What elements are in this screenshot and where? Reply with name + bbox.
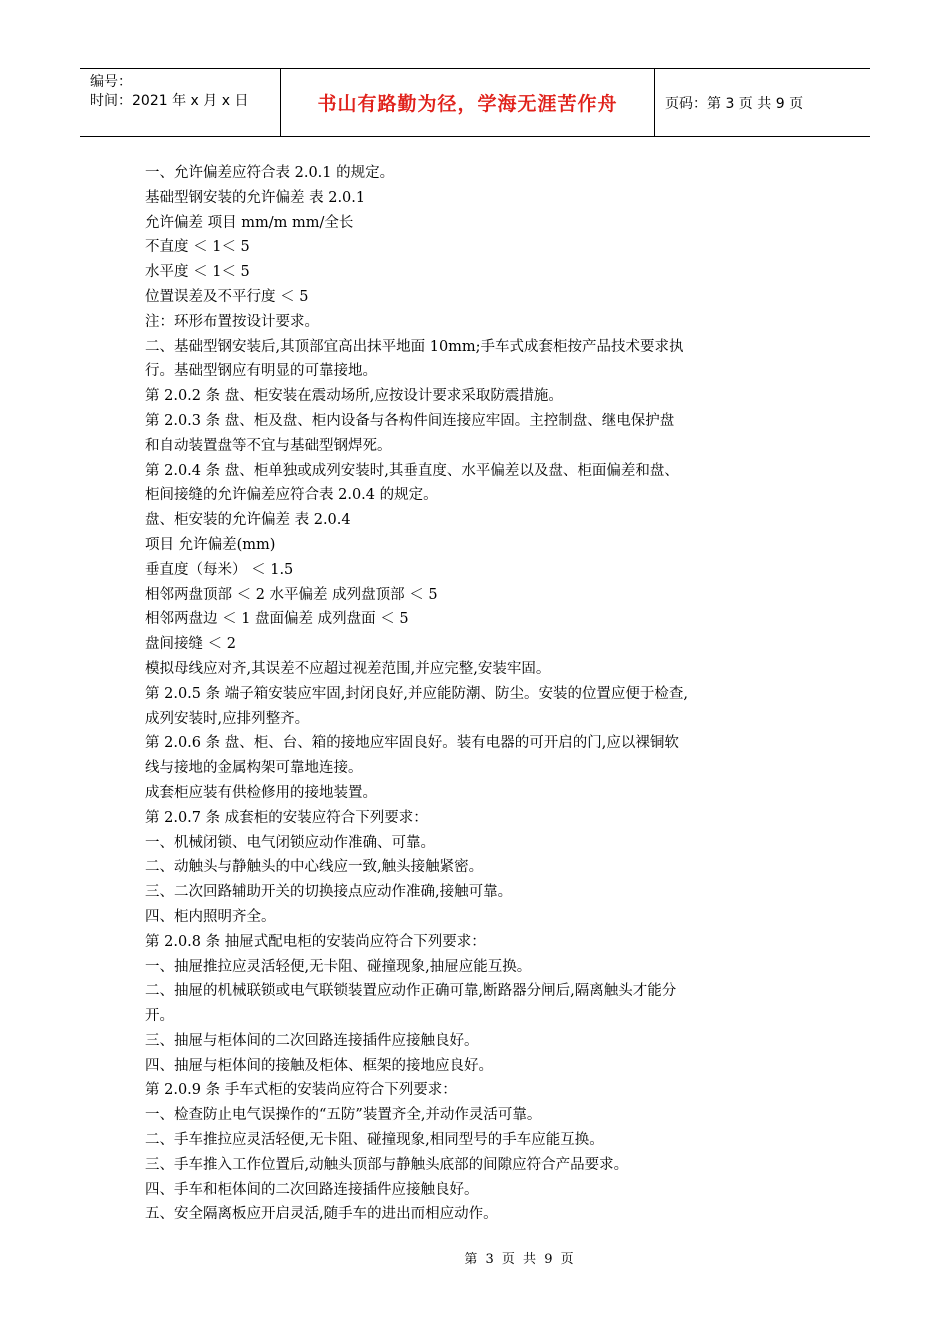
body-line: 和自动装置盘等不宜与基础型钢焊死。 <box>145 437 392 454</box>
body-line: 项目 允许偏差(mm) <box>145 536 276 553</box>
body-line: 第 2.0.2 条 盘、柜安装在震动场所,应按设计要求采取防震措施。 <box>145 388 563 405</box>
page-footer: 第 3 页 共 9 页 <box>464 1252 576 1267</box>
body-line: 二、动触头与静触头的中心线应一致,触头接触紧密。 <box>145 859 484 876</box>
body-line: 三、抽屉与柜体间的二次回路连接插件应接触良好。 <box>145 1032 479 1049</box>
body-line: 五、安全隔离板应开启灵活,随手车的进出而相应动作。 <box>145 1206 498 1223</box>
document-body <box>145 161 770 1227</box>
body-line: 四、柜内照明齐全。 <box>145 908 276 925</box>
body-line: 盘间接缝 ＜ 2 <box>145 636 236 653</box>
body-line: 二、抽屉的机械联锁或电气联锁装置应动作正确可靠,断路器分闸后,隔离触头才能分 <box>145 983 677 1000</box>
body-line: 四、抽屉与柜体间的接触及柜体、框架的接地应良好。 <box>145 1057 493 1074</box>
header-meta <box>80 69 281 136</box>
body-line: 第 2.0.8 条 抽屉式配电柜的安装尚应符合下列要求： <box>145 933 486 950</box>
body-line: 一、检查防止电气误操作的“五防”装置齐全,并动作灵活可靠。 <box>145 1107 542 1124</box>
body-line: 位置误差及不平行度 ＜ 5 <box>145 288 309 305</box>
body-line: 垂直度（每米） ＜ 1.5 <box>145 561 294 578</box>
body-line: 相邻两盘顶部 ＜ 2 水平偏差 成列盘顶部 ＜ 5 <box>145 586 438 603</box>
body-line: 四、手车和柜体间的二次回路连接插件应接触良好。 <box>145 1181 479 1198</box>
body-line: 一、机械闭锁、电气闭锁应动作准确、可靠。 <box>145 834 435 851</box>
body-line: 开。 <box>145 1008 174 1025</box>
body-line: 成套柜应装有供检修用的接地装置。 <box>145 784 377 801</box>
body-line: 行。基础型钢应有明显的可靠接地。 <box>145 363 377 380</box>
body-line: 第 2.0.7 条 成套柜的安装应符合下列要求： <box>145 809 428 826</box>
body-line: 基础型钢安装的允许偏差 表 2.0.1 <box>145 189 366 206</box>
body-line: 第 2.0.6 条 盘、柜、台、箱的接地应牢固良好。装有电器的可开启的门,应以裸铜软 <box>145 735 679 752</box>
body-line: 水平度 ＜ 1＜ 5 <box>145 264 250 281</box>
body-line: 模拟母线应对齐,其误差不应超过视差范围,并应完整,安装牢固。 <box>145 660 551 677</box>
header-page-number: 页码：第 3 页 共 9 页 <box>665 95 804 112</box>
body-line: 第 2.0.3 条 盘、柜及盘、柜内设备与各构件间连接应牢固。主控制盘、继电保护盘 <box>145 412 675 429</box>
body-line: 成列安装时,应排列整齐。 <box>145 710 310 727</box>
body-line: 线与接地的金属构架可靠地连接。 <box>145 760 363 777</box>
body-line: 第 2.0.9 条 手车式柜的安装尚应符合下列要求： <box>145 1082 457 1099</box>
body-line: 一、允许偏差应符合表 2.0.1 的规定。 <box>145 165 395 181</box>
body-line: 注：环形布置按设计要求。 <box>145 313 319 330</box>
document-number-label: 编号： <box>90 74 132 90</box>
body-line: 二、手车推拉应灵活轻便,无卡阻、碰撞现象,相同型号的手车应能互换。 <box>145 1132 604 1149</box>
document-time-label: 时间：2021 年 x 月 x 日 <box>90 93 249 109</box>
body-line: 相邻两盘边 ＜ 1 盘面偏差 成列盘面 ＜ 5 <box>145 611 409 628</box>
header-motto: 书山有路勤为径，学海无涯苦作舟 <box>281 69 655 136</box>
page-header <box>80 68 870 137</box>
body-line: 第 2.0.5 条 端子箱安装应牢固,封闭良好,并应能防潮、防尘。安装的位置应便于检查, <box>145 685 689 702</box>
body-line: 不直度 ＜ 1＜ 5 <box>145 239 250 256</box>
body-line: 盘、柜安装的允许偏差 表 2.0.4 <box>145 512 351 529</box>
body-line: 三、手车推入工作位置后,动触头顶部与静触头底部的间隙应符合产品要求。 <box>145 1156 629 1173</box>
body-line: 允许偏差 项目 mm/m mm/全长 <box>145 214 354 231</box>
body-line: 二、基础型钢安装后,其顶部宜高出抹平地面 10mm;手车式成套柜按产品技术要求执 <box>145 338 684 355</box>
body-line: 第 2.0.4 条 盘、柜单独或成列安装时,其垂直度、水平偏差以及盘、柜面偏差和盘、 <box>145 462 679 479</box>
body-line: 一、抽屉推拉应灵活轻便,无卡阻、碰撞现象,抽屉应能互换。 <box>145 958 532 975</box>
body-line: 柜间接缝的允许偏差应符合表 2.0.4 的规定。 <box>145 487 438 504</box>
body-line: 三、二次回路辅助开关的切换接点应动作准确,接触可靠。 <box>145 884 513 901</box>
